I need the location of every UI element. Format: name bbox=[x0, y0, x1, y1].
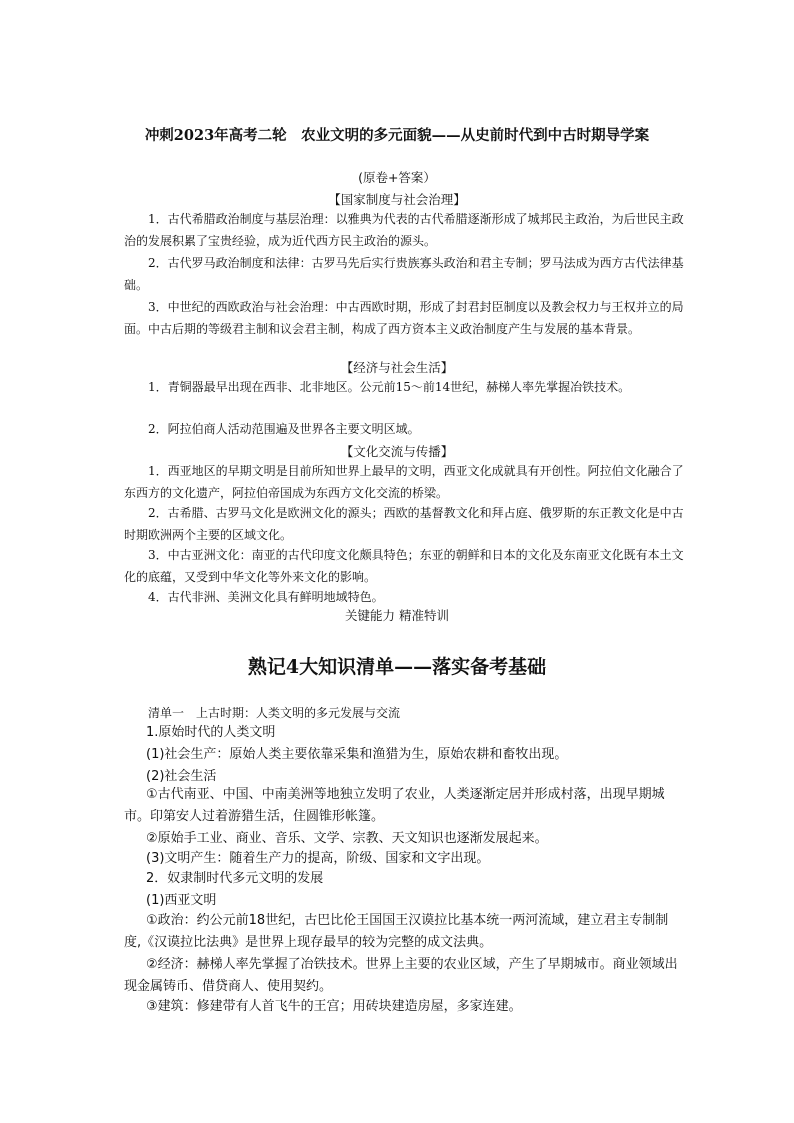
paragraph-arab-merchants bbox=[124, 418, 684, 440]
item-text: ②经济：赫梯人率先掌握了冶铁技术。世界上主要的农业区域，产生了早期城市。商业领域出现金属铸币、借贷商人、使用契约。 bbox=[124, 957, 678, 994]
item-politics-babylon bbox=[124, 910, 684, 954]
item-agriculture-origin bbox=[124, 784, 684, 828]
list-one-title bbox=[124, 702, 684, 724]
item-primitive-era bbox=[124, 722, 684, 744]
item-text: (3)文明产生：随着生产力的提高，阶级、国家和文字出现。 bbox=[146, 851, 490, 866]
paragraph-text: 3．中古亚洲文化：南亚的古代印度文化颇具特色；东亚的朝鲜和日本的文化及东南亚文化既有本土文化的底蕴，又受到中华文化等外来文化的影响。 bbox=[124, 548, 684, 584]
item-handicraft bbox=[124, 828, 684, 850]
item-text: ①政治：约公元前18世纪，古巴比伦王国国王汉谟拉比基本统一两河流域，建立君主专制制度,《汉谟拉比法典》是世界上现存最早的较为完整的成文法典。 bbox=[124, 913, 669, 950]
item-text: (2)社会生活 bbox=[146, 769, 217, 784]
paragraph-text: 2．古希腊、古罗马文化是欧洲文化的源头；西欧的基督教文化和拜占庭、俄罗斯的东正教文化是中古时期欧洲两个主要的区域文化。 bbox=[124, 506, 684, 542]
paragraph-medieval-europe bbox=[124, 296, 684, 340]
section-heading-economy: 【经济与社会生活】 bbox=[340, 360, 454, 375]
document-title: 冲刺2023年高考二轮 农业文明的多元面貌——从史前时代到中古时期导学案 bbox=[144, 127, 650, 144]
item-text: ③建筑：修建带有人首飞牛的王宫；用砖块建造房屋，多家连建。 bbox=[146, 999, 522, 1014]
section-heading-culture: 【文化交流与传播】 bbox=[340, 444, 454, 459]
item-text: ①古代南亚、中国、中南美洲等地独立发明了农业，人类逐渐定居并形成村落，出现早期城市。印第安人过着游猎生活，住圆锥形帐篷。 bbox=[124, 787, 665, 824]
section-heading-governance: 【国家制度与社会治理】 bbox=[328, 192, 466, 207]
paragraph-roman-politics bbox=[124, 252, 684, 296]
item-text: (1)社会生产：原始人类主要依靠采集和渔猎为生，原始农耕和畜牧出现。 bbox=[146, 747, 568, 762]
item-text: ②原始手工业、商业、音乐、文学、宗教、天文知识也逐渐发展起来。 bbox=[146, 831, 548, 846]
item-social-production bbox=[124, 744, 684, 766]
item-economy-hittite bbox=[124, 954, 684, 998]
paragraph-text: 1．青铜器最早出现在西非、北非地区。公元前15～前14世纪，赫梯人率先掌握冶铁技术。 bbox=[148, 380, 631, 394]
paragraph-text: 1．西亚地区的早期文明是目前所知世界上最早的文明，西亚文化成就具有开创性。阿拉伯文化融合了东西方的文化遗产，阿拉伯帝国成为东西方文化交流的桥梁。 bbox=[124, 464, 684, 500]
paragraph-text: 2．古代罗马政治制度和法律：古罗马先后实行贵族寡头政治和君主专制；罗马法成为西方古代法律基础。 bbox=[124, 256, 684, 292]
key-ability-label: 关键能力 精准特训 bbox=[345, 608, 449, 623]
item-west-asia bbox=[124, 890, 684, 912]
paragraph-text: 2．阿拉伯商人活动范围遍及世界各主要文明区域。 bbox=[148, 422, 420, 436]
list-one-title-text: 清单一 上古时期：人类文明的多元发展与交流 bbox=[148, 706, 401, 720]
item-civilization-birth bbox=[124, 848, 684, 870]
paragraph-text: 3．中世纪的西欧政治与社会治理：中古西欧时期，形成了封君封臣制度以及教会权力与王权并立的局面。中古后期的等级君主制和议会君主制，构成了西方资本主义政治制度产生与发展的基本背景。 bbox=[124, 300, 684, 336]
paragraph-africa-america-culture bbox=[124, 586, 684, 608]
paragraph-bronze-iron bbox=[124, 376, 684, 398]
paragraph-asian-culture bbox=[124, 544, 684, 588]
item-slavery-era bbox=[124, 868, 684, 890]
paragraph-text: 1．古代希腊政治制度与基层治理：以雅典为代表的古代希腊逐渐形成了城邦民主政治，为后世民主政治的发展积累了宝贵经验，成为近代西方民主政治的源头。 bbox=[124, 212, 684, 248]
knowledge-list-heading: 熟记4大知识清单——落实备考基础 bbox=[247, 656, 547, 678]
paragraph-european-culture bbox=[124, 502, 684, 546]
paragraph-west-asia-culture bbox=[124, 460, 684, 504]
item-text: (1)西亚文明 bbox=[146, 893, 217, 908]
item-architecture bbox=[124, 996, 684, 1018]
document-subtitle: (原卷+答案） bbox=[358, 170, 436, 185]
item-text: 1.原始时代的人类文明 bbox=[146, 725, 276, 740]
item-text: 2．奴隶制时代多元文明的发展 bbox=[146, 871, 324, 886]
paragraph-greek-politics bbox=[124, 208, 684, 252]
paragraph-text: 4．古代非洲、美洲文化具有鲜明地域特色。 bbox=[148, 590, 384, 604]
